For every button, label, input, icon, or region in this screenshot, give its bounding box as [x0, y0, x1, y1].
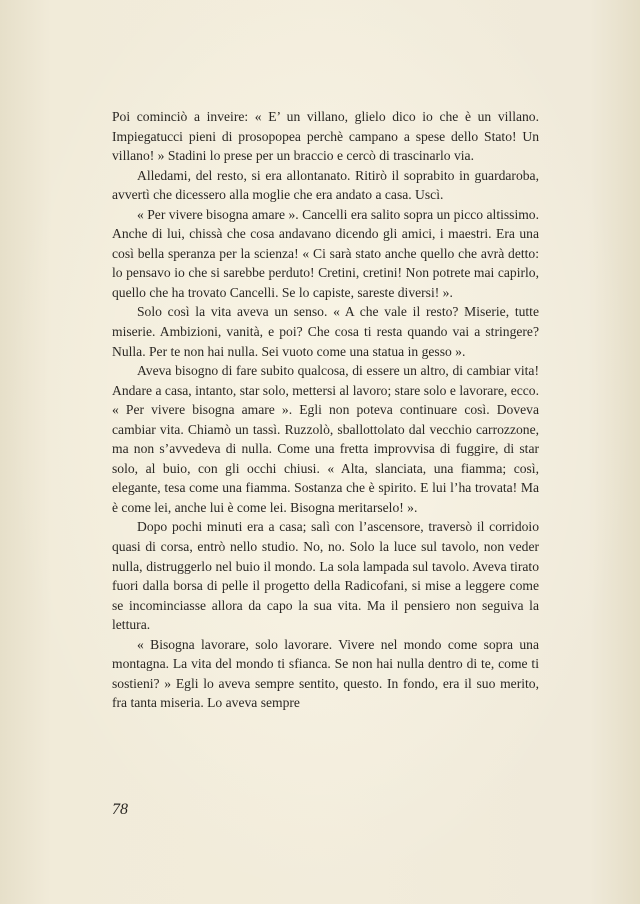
paragraph-4: Solo così la vita aveva un senso. « A che vale il resto? Miserie, tutte miserie. Ambizioni, vanità, e poi? Che cosa ti resta quando vai a stringere? Nulla. Per te non hai nulla. Sei vuoto come una statua in gesso ».: [112, 304, 539, 359]
paragraph-2: Alledami, del resto, si era allontanato. Ritirò il soprabito in guardaroba, avvertì che dicessero alla moglie che era andato a casa. Uscì.: [112, 167, 539, 203]
page-number: 78: [112, 801, 128, 818]
paragraph-6: Dopo pochi minuti era a casa; salì con l’ascensore, traversò il corridoio quasi di corsa, entrò nello studio. No, no. Solo la luce sul tavolo, non veder nulla, distruggerlo nel buio il mondo. La sola lampada sul tavolo. Aveva tirato fuori dalla borsa di pelle il progetto della Radicofani, si mise a leggere come se incominciasse allora da capo la sua vita. Ma il pensiero non seguiva la lettura.: [112, 519, 539, 633]
paragraph-1: Poi cominciò a inveire: « E’ un villano, glielo dico io che è un villano. Impiegatucci pieni di prosopopea perchè campano a spese dello Stato! Un villano! » Stadini lo prese per un braccio e cercò di trascinarlo via.: [112, 109, 539, 164]
paragraph-3: « Per vivere bisogna amare ». Cancelli era salito sopra un picco altissimo. Anche di lui, chissà che cosa andavano dicendo gli amici, i maestri. Era una così bella speranza per la scienza! « Ci sarà stato anche quello che avrà detto: lo pensavo io che si sarebbe perduto! Cretini, cretini! Non potrete mai capirlo, quello che ha trovato Cancelli. Se lo capiste, sareste diversi! ».: [112, 206, 539, 300]
paragraph-5: Aveva bisogno di fare subito qualcosa, di essere un altro, di cambiar vita! Andare a casa, intanto, star solo, mettersi al lavoro; stare solo e lavorare, ecco. « Per vivere bisogna amare ». Egli non poteva continuare così. Doveva cambiar vita. Chiamò un tassì. Ruzzolò, sballottolato dal vecchio carrozzone, ma non s’avvedeva di nulla. Come una fretta improvvisa di fuggire, di star solo, al buio, con gli occhi chiusi. « Alta, slanciata, una fiamma; così, elegante, tesa come una fiamma. Sostanza che è spirito. E lui l’ha trovata! Ma è come lei, anche lui è come lei. Bisogna meritarselo! ».: [112, 363, 539, 515]
body-text: [112, 107, 539, 713]
paragraph-7: « Bisogna lavorare, solo lavorare. Vivere nel mondo come sopra una montagna. La vita del mondo ti sfianca. Se non hai nulla dentro di te, come ti sostieni? » Egli lo aveva sempre sentito, questo. In fondo, era il suo merito, fra tanta miseria. Lo aveva sempre: [112, 636, 539, 711]
